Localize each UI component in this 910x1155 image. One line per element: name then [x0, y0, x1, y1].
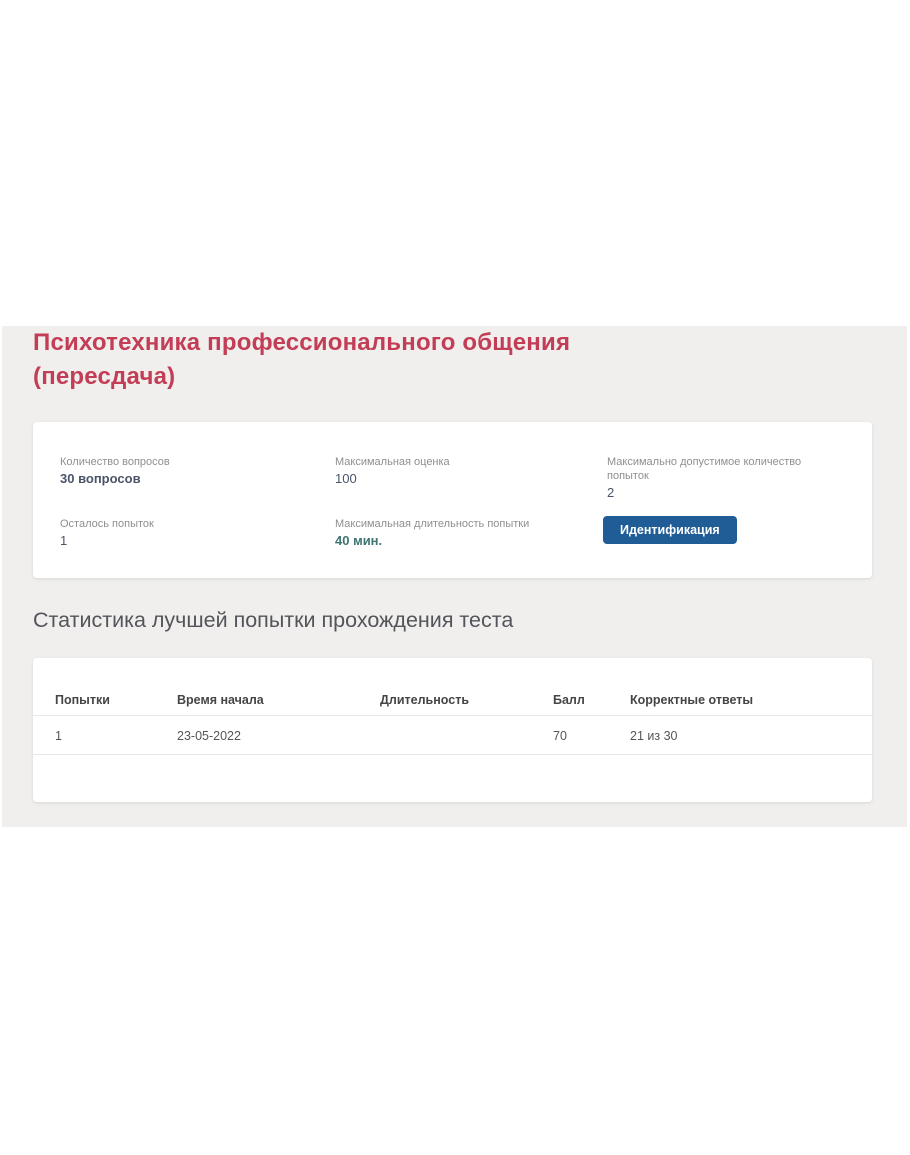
cell-correct-answers: 21 из 30 — [630, 716, 872, 755]
info-value: 2 — [607, 485, 615, 500]
col-header-duration: Длительность — [380, 658, 553, 716]
info-question-count — [60, 455, 290, 487]
cell-attempt: 1 — [33, 716, 177, 755]
table-row — [33, 716, 872, 755]
info-label: Количество вопросов — [60, 456, 170, 468]
info-max-attempts — [607, 455, 822, 501]
info-value: 100 — [335, 471, 357, 486]
best-attempt-card — [33, 658, 872, 802]
info-value: 1 — [60, 533, 68, 548]
info-label: Осталось попыток — [60, 518, 154, 530]
cell-duration — [380, 716, 553, 755]
table-header-row — [33, 658, 872, 716]
stats-heading: Статистика лучшей попытки прохождения теста — [33, 608, 514, 632]
info-label: Максимальная длительность попытки — [335, 518, 530, 530]
cell-score: 70 — [553, 716, 630, 755]
info-max-duration — [335, 517, 575, 549]
col-header-start-time: Время начала — [177, 658, 380, 716]
col-header-correct-answers: Корректные ответы — [630, 658, 872, 716]
identification-button[interactable]: Идентификация — [603, 516, 737, 544]
course-title: Психотехника профессионального общения (пересдача) — [33, 329, 571, 390]
best-attempt-table — [33, 658, 872, 755]
info-max-grade — [335, 455, 575, 487]
info-label: Максимальная оценка — [335, 456, 450, 468]
col-header-score: Балл — [553, 658, 630, 716]
info-attempts-left — [60, 517, 290, 549]
info-label: Максимально допустимое количество попыток — [607, 456, 802, 482]
info-value: 30 вопросов — [60, 471, 141, 486]
info-value: 40 мин. — [335, 533, 383, 548]
col-header-attempts: Попытки — [33, 658, 177, 716]
cell-start-time: 23-05-2022 — [177, 716, 380, 755]
test-info-card — [33, 422, 872, 578]
